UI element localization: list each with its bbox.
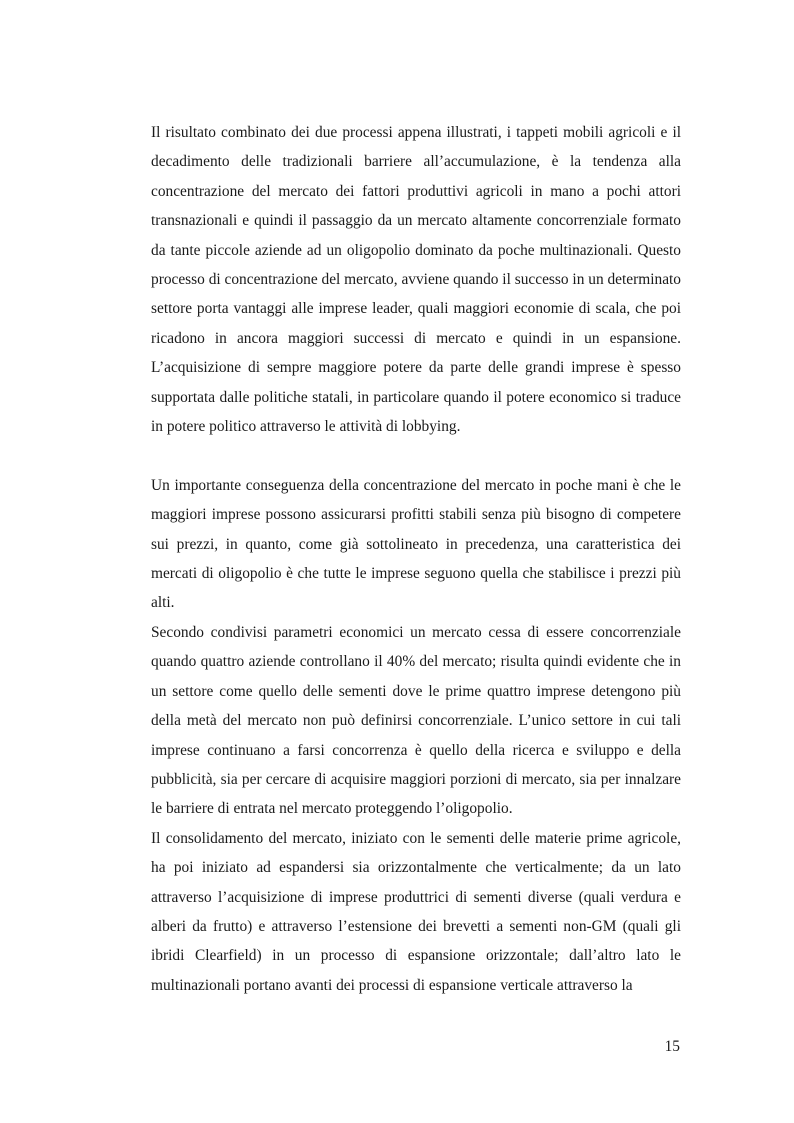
paragraph-4: Il consolidamento del mercato, iniziato con le sementi delle materie prime agricole, ha poi iniziato ad espandersi sia orizzontalmente che verticalmente; da un lato attraverso l’acquisizione di imprese produttrici di sementi diverse (quali verdura e alberi da frutto) e attraverso l’estensione dei brevetti a sementi non-GM (quali gli ibridi Clearfield) in un processo di espansione orizzontale; dall’altro lato le multinazionali portano avanti dei processi di espansione verticale attraverso la [151, 829, 681, 994]
paragraph-3: Secondo condivisi parametri economici un mercato cessa di essere concorrenziale quando quattro aziende controllano il 40% del mercato; risulta quindi evidente che in un settore come quello delle sementi dove le prime quattro imprese detengono più della metà del mercato non può definirsi concorrenziale. L’unico settore in cui tali imprese continuano a farsi concorrenza è quello della ricerca e sviluppo e della pubblicità, sia per cercare di acquisire maggiori porzioni di mercato, sia per innalzare le barriere di entrata nel mercato proteggendo l’oligopolio. [151, 623, 681, 818]
paragraph-1: Il risultato combinato dei due processi appena illustrati, i tappeti mobili agricoli e il decadimento delle tradizionali barriere all’accumulazione, è la tendenza alla concentrazione del mercato dei fattori produttivi agricoli in mano a pochi attori transnazionali e quindi il passaggio da un mercato altamente concorrenziale formato da tante piccole aziende ad un oligopolio dominato da poche multinazionali. Questo processo di concentrazione del mercato, avviene quando il successo in un determinato settore porta vantaggi alle imprese leader, quali maggiori economie di scala, che poi ricadono in ancora maggiori successi di mercato e quindi in un espansione. L’acquisizione di sempre maggiore potere da parte delle grandi imprese è spesso supportata dalle politiche statali, in particolare quando il potere economico si traduce in potere politico attraverso le attività di lobbying. [151, 124, 681, 436]
body-text [151, 118, 681, 1000]
page-number: 15 [664, 1038, 680, 1055]
paragraph-2: Un importante conseguenza della concentrazione del mercato in poche mani è che le maggiori imprese possono assicurarsi profitti stabili senza più bisogno di competere sui prezzi, in quanto, come già sottolineato in precedenza, una caratteristica dei mercati di oligopolio è che tutte le imprese seguono quella che stabilisce i prezzi più alti. [151, 476, 681, 612]
paragraph-gap [151, 441, 681, 470]
